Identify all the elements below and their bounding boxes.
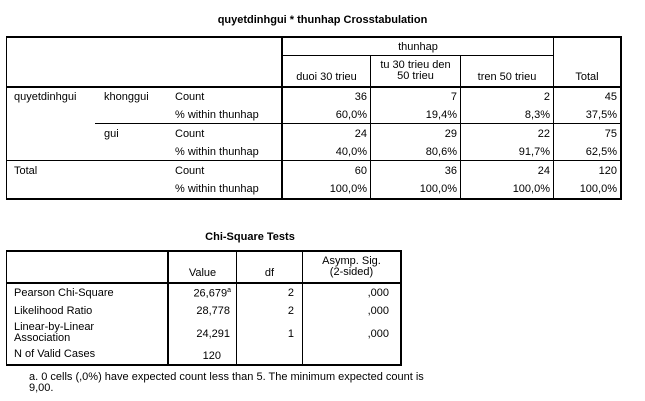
cell: 100,0% — [579, 183, 617, 195]
cell: 29 — [444, 128, 457, 140]
crosstab-border-right — [620, 36, 622, 200]
chisq-value: 24,291 — [196, 328, 230, 340]
chisq-value: 28,778 — [196, 305, 230, 317]
chisq-sig: ,000 — [367, 328, 389, 340]
crosstab-border-bottom — [6, 198, 622, 200]
cell: 8,3% — [524, 109, 550, 121]
col-header-tren50: tren 50 trieu — [477, 71, 537, 83]
cell: 2 — [543, 91, 550, 103]
cell: 62,5% — [585, 146, 617, 158]
stat-count: Count — [175, 91, 205, 103]
cell: 100,0% — [512, 183, 550, 195]
crosstab-header-sep — [6, 86, 622, 88]
crosstab-row-sep-2 — [6, 160, 622, 161]
chisq-header-sig-line2: (2-sided) — [329, 266, 374, 278]
cell: 19,4% — [425, 109, 457, 121]
chisq-border-right — [400, 250, 402, 366]
chisq-row-label: Pearson Chi-Square — [14, 287, 114, 299]
cell: 91,7% — [518, 146, 550, 158]
cell: 37,5% — [585, 109, 617, 121]
crosstab-row-sep-1 — [95, 123, 622, 124]
chisq-header-sig-line1: Asymp. Sig. — [322, 255, 381, 267]
stat-pct: % within thunhap — [175, 109, 259, 121]
col-header-tu30-line2: 50 trieu — [397, 70, 434, 82]
cell: 120 — [598, 165, 617, 177]
stat-pct: % within thunhap — [175, 183, 259, 195]
cell: 22 — [537, 128, 550, 140]
row-group-khonggui: khonggui — [104, 91, 149, 103]
stat-pct: % within thunhap — [175, 146, 259, 158]
chisq-border-top — [6, 250, 402, 252]
crosstab-group-underline — [281, 55, 554, 56]
chisq-sig: ,000 — [367, 287, 389, 299]
cell: 36 — [354, 91, 367, 103]
crosstab-border-top — [6, 36, 622, 38]
cell: 40,0% — [335, 146, 367, 158]
cell: 24 — [354, 128, 367, 140]
chisq-row-label: Likelihood Ratio — [14, 305, 93, 317]
cell: 24 — [537, 165, 550, 177]
chisq-row-label: N of Valid Cases — [14, 348, 96, 360]
chisq-border-bottom — [6, 364, 402, 366]
cell: 100,0% — [329, 183, 367, 195]
cell: 75 — [604, 128, 617, 140]
row-var-label: quyetdinhgui — [14, 91, 77, 103]
row-group-gui: gui — [104, 128, 119, 140]
chisq-value: 120 — [202, 350, 221, 362]
cell: 100,0% — [419, 183, 457, 195]
cell: 45 — [604, 91, 617, 103]
footnote: a. 0 cells (,0%) have expected count less than 5. The minimum expected count is — [29, 371, 424, 383]
chisq-title: Chi-Square Tests — [205, 231, 295, 243]
chisq-sig: ,000 — [367, 305, 389, 317]
crosstab-title: quyetdinhgui * thunhap Crosstabulation — [217, 14, 428, 26]
chisq-df: 2 — [287, 305, 294, 317]
col-header-total: Total — [575, 71, 599, 83]
chisq-row-label-line2: Association — [14, 332, 71, 344]
col-header-tu30-line1: tu 30 trieu den — [380, 59, 451, 71]
col-group-label: thunhap — [398, 41, 438, 53]
chisq-value — [169, 287, 231, 300]
cell: 60,0% — [335, 109, 367, 121]
cell: 80,6% — [425, 146, 457, 158]
stat-count: Count — [175, 165, 205, 177]
crosstab-border-left — [6, 36, 7, 200]
chisq-border-left — [6, 250, 7, 366]
col-header-duoi30: duoi 30 trieu — [296, 71, 357, 83]
row-group-total: Total — [14, 165, 38, 177]
chisq-header-sep — [6, 282, 402, 284]
footnote-marker: a — [227, 287, 231, 294]
chisq-header-df: df — [264, 267, 275, 279]
footnote-line2: 9,00. — [29, 382, 54, 394]
cell: 36 — [444, 165, 457, 177]
chisq-row-label: Linear-by-Linear — [14, 321, 95, 333]
cell: 7 — [450, 91, 457, 103]
chisq-value-text: 26,679 — [193, 287, 228, 300]
chisq-df: 1 — [287, 328, 294, 340]
cell: 60 — [354, 165, 367, 177]
chisq-header-value: Value — [188, 267, 217, 279]
stat-count: Count — [175, 128, 205, 140]
chisq-df: 2 — [287, 287, 294, 299]
